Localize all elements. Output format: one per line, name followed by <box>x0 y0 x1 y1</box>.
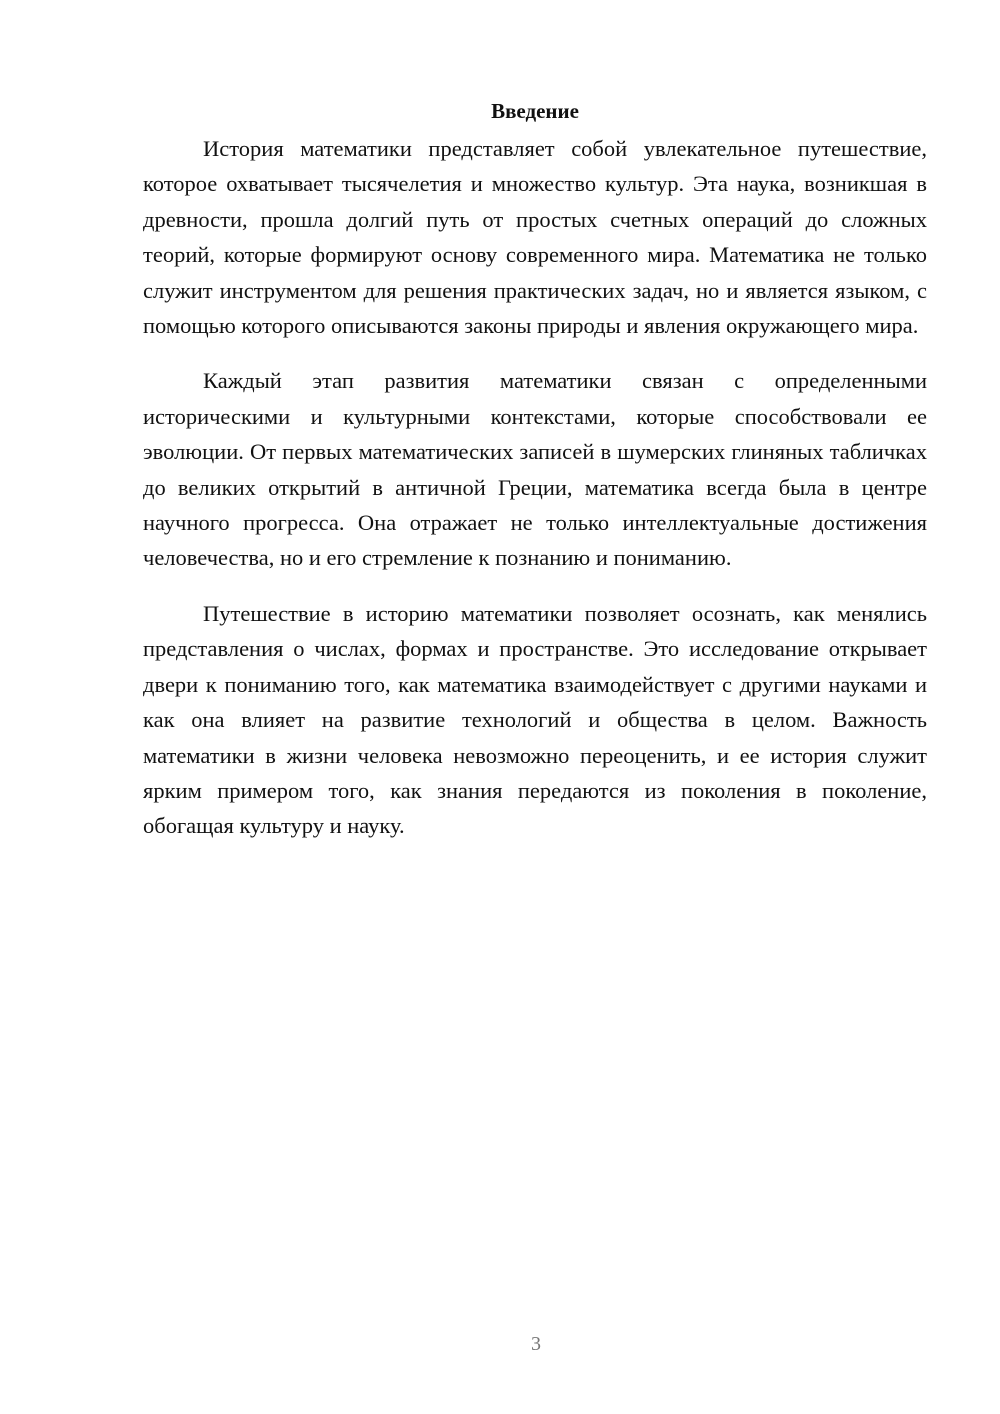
paragraph-3: Путешествие в историю математики позволяет осознать, как менялись представления о числах, формах и пространстве. Это исследование открывает двери к пониманию того, как математика взаимодействует с другими науками и как она влияет на развитие технологий и общества в целом. Важность математики в жизни человека невозможно переоценить, и ее история служит ярким примером того, как знания передаются из поколения в поколение, обогащая культуру и науку. <box>143 600 927 839</box>
section-heading: Введение <box>491 99 579 123</box>
paragraph-2: Каждый этап развития математики связан с определенными историческими и культурными контекстами, которые способствовали ее эволюции. От первых математических записей в шумерских глиняных табличках до великих открытий в античной Греции, математика всегда была в центре научного прогресса. Она отражает не только интеллектуальные достижения человечества, но и его стремление к познанию и пониманию. <box>143 368 927 571</box>
paragraph-1: История математики представляет собой увлекательное путешествие, которое охватывает тысячелетия и множество культур. Эта наука, возникшая в древности, прошла долгий путь от простых счетных операций до сложных теорий, которые формируют основу современного мира. Математика не только служит инструментом для решения практических задач, но и является языком, с помощью которого описываются законы природы и явления окружающего мира. <box>143 136 927 339</box>
page-content <box>143 96 927 864</box>
page-number: 3 <box>531 1333 541 1355</box>
